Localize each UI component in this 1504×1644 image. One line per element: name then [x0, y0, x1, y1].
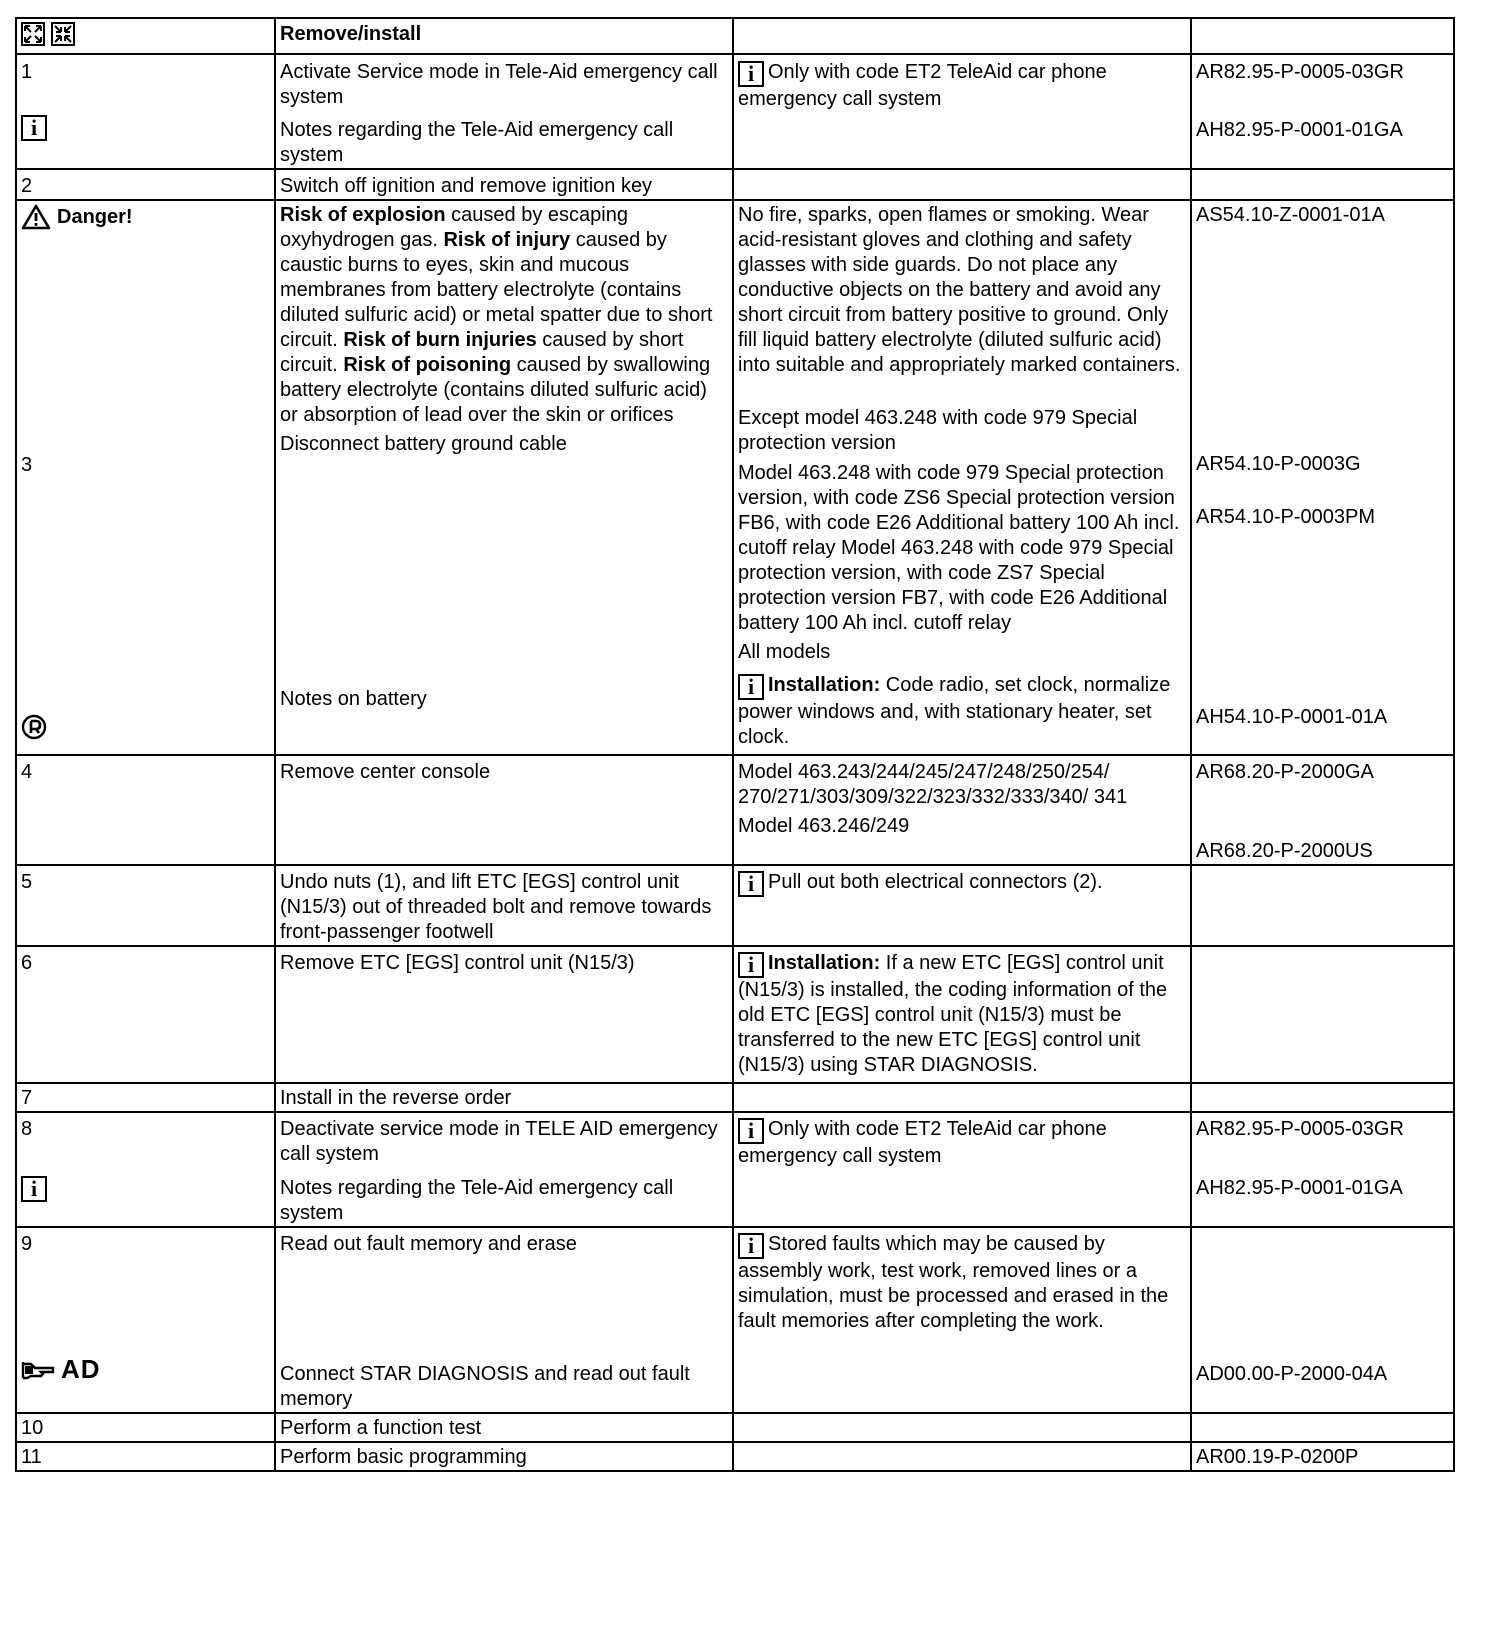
reference-link[interactable]: AH82.95-P-0001-01GA [1196, 119, 1403, 141]
header-row [16, 18, 1454, 54]
step-row-4 [16, 755, 1454, 865]
danger-text: Risk of explosion caused by escaping oxyhydrogen gas. Risk of injury caused by caustic burns to eyes, skin and mucous membranes from battery electrolyte (contains diluted sulfuric acid) or metal spatter due to short circuit. Risk of burn injuries caused by short circuit. Risk of poisoning caused by swallowing battery electrolyte (contains diluted sulfuric acid) or absorption of lead over the skin or orifices [280, 204, 713, 426]
step-number: 1 [21, 61, 33, 83]
step-number: 5 [16, 865, 275, 946]
task-text: Disconnect battery ground cable [280, 433, 567, 455]
task-text: Switch off ignition and remove ignition key [275, 169, 733, 200]
reference-link[interactable]: AR68.20-P-2000US [1196, 840, 1373, 862]
reference-link[interactable]: AR54.10-P-0003PM [1196, 506, 1375, 528]
step-row-3 [16, 200, 1454, 755]
info-icon: i [21, 114, 270, 141]
reference-link[interactable]: AR00.19-P-0200P [1191, 1442, 1454, 1471]
reference-link[interactable]: AD00.00-P-2000-04A [1196, 1363, 1388, 1385]
note-text: Model 463.243/244/245/247/248/250/254/ 270/271/303/309/322/323/332/333/340/ 341 [738, 761, 1128, 808]
warning-triangle-icon [21, 204, 51, 230]
note-text: All models [738, 641, 831, 663]
collapse-icon[interactable] [51, 22, 75, 46]
step-row-7 [16, 1083, 1454, 1112]
pointing-hand-icon [21, 1358, 57, 1382]
step-row-2 [16, 169, 1454, 200]
header-title: Remove/install [275, 18, 733, 54]
step-row-9 [16, 1227, 1454, 1413]
reference-link[interactable]: AR68.20-P-2000GA [1196, 761, 1374, 783]
task-link-notes-battery[interactable]: Notes on battery [280, 688, 427, 710]
step-row-10 [16, 1413, 1454, 1442]
task-text: Deactivate service mode in TELE AID emergency call system [280, 1118, 718, 1165]
step-number: 9 [21, 1233, 33, 1255]
remove-install-table [15, 17, 1455, 1472]
step-number: 11 [16, 1442, 275, 1471]
step-row-11 [16, 1442, 1454, 1471]
task-text: Perform a function test [275, 1413, 733, 1442]
step-number: 7 [16, 1083, 275, 1112]
danger-label: Danger! [21, 204, 133, 230]
reference-link[interactable]: AH82.95-P-0001-01GA [1196, 1177, 1403, 1199]
task-link-notes-tele-aid[interactable]: Notes regarding the Tele-Aid emergency call system [280, 1177, 674, 1224]
info-icon: i [738, 61, 764, 87]
task-text: Perform basic programming [275, 1442, 733, 1471]
step-number: 2 [16, 169, 275, 200]
step-number: 8 [21, 1118, 33, 1140]
note-text: Stored faults which may be caused by assembly work, test work, removed lines or a simulation, must be processed and erased in the fault memories after completing the work. [738, 1233, 1169, 1332]
installation-note: i Installation: Code radio, set clock, normalize power windows and, with stationary heater, set clock. [738, 674, 1171, 748]
task-text: Install in the reverse order [275, 1083, 733, 1112]
reference-link[interactable]: AS54.10-Z-0001-01A [1196, 204, 1386, 226]
note-text: Pull out both electrical connectors (2). [768, 871, 1103, 893]
info-icon: i [738, 674, 764, 700]
step-row-8 [16, 1112, 1454, 1227]
task-text: Read out fault memory and erase [280, 1233, 577, 1255]
step-number: 3 [21, 454, 33, 476]
battery-notes-icon [21, 714, 47, 747]
reference-link[interactable]: AR54.10-P-0003G [1196, 453, 1361, 475]
step-number: 4 [16, 755, 275, 865]
task-text: Undo nuts (1), and lift ETC [EGS] control unit (N15/3) out of threaded bolt and remove towards front-passenger footwell [275, 865, 733, 946]
note-text: Model 463.246/249 [738, 815, 910, 837]
note-text: Only with code ET2 TeleAid car phone emergency call system [738, 1118, 1107, 1167]
info-icon: i [738, 1233, 764, 1259]
installation-note: i Installation: If a new ETC [EGS] control unit (N15/3) is installed, the coding information of the old ETC [EGS] control unit (N15/3) must be transferred to the new ETC [EGS] control unit (N15/3) using STAR DIAGNOSIS. [733, 946, 1191, 1083]
step-row-1 [16, 54, 1454, 169]
task-link-notes-tele-aid[interactable]: Notes regarding the Tele-Aid emergency call system [280, 119, 674, 166]
ad-diagnosis-label: AD [21, 1357, 101, 1382]
info-icon: i [738, 871, 764, 897]
reference-link[interactable]: AR82.95-P-0005-03GR [1196, 1118, 1404, 1140]
expand-icon[interactable] [21, 22, 45, 46]
info-icon: i [738, 952, 764, 978]
danger-note: No fire, sparks, open flames or smoking. Wear acid-resistant gloves and clothing and safety glasses with side guards. Do not place any conductive objects on the battery and avoid any short circuit from battery positive to ground. Only fill liquid battery electrolyte (diluted sulfuric acid) into suitable and appropriately marked containers. [738, 204, 1181, 376]
note-text: Except model 463.248 with code 979 Special protection version [738, 407, 1138, 454]
reference-link[interactable]: AH54.10-P-0001-01A [1196, 706, 1388, 728]
step-number: 10 [16, 1413, 275, 1442]
info-icon: i [21, 1175, 270, 1202]
note-text: Only with code ET2 TeleAid car phone emergency call system [738, 61, 1107, 110]
info-icon: i [738, 1118, 764, 1144]
task-text: Remove center console [275, 755, 733, 865]
step-row-5 [16, 865, 1454, 946]
step-row-6 [16, 946, 1454, 1083]
note-text: Model 463.248 with code 979 Special protection version, with code ZS6 Special protection version FB6, with code E26 Additional battery 100 Ah incl. cutoff relay Model 463.248 with code 979 Special protection version, with code ZS7 Special protection version FB7, with code E26 Additional battery 100 Ah incl. cutoff relay [738, 462, 1180, 634]
reference-link[interactable]: AR82.95-P-0005-03GR [1196, 61, 1404, 83]
step-number: 6 [16, 946, 275, 1083]
task-text: Connect STAR DIAGNOSIS and read out fault memory [280, 1363, 690, 1410]
task-text: Remove ETC [EGS] control unit (N15/3) [275, 946, 733, 1083]
task-text: Activate Service mode in Tele-Aid emergency call system [280, 61, 718, 108]
